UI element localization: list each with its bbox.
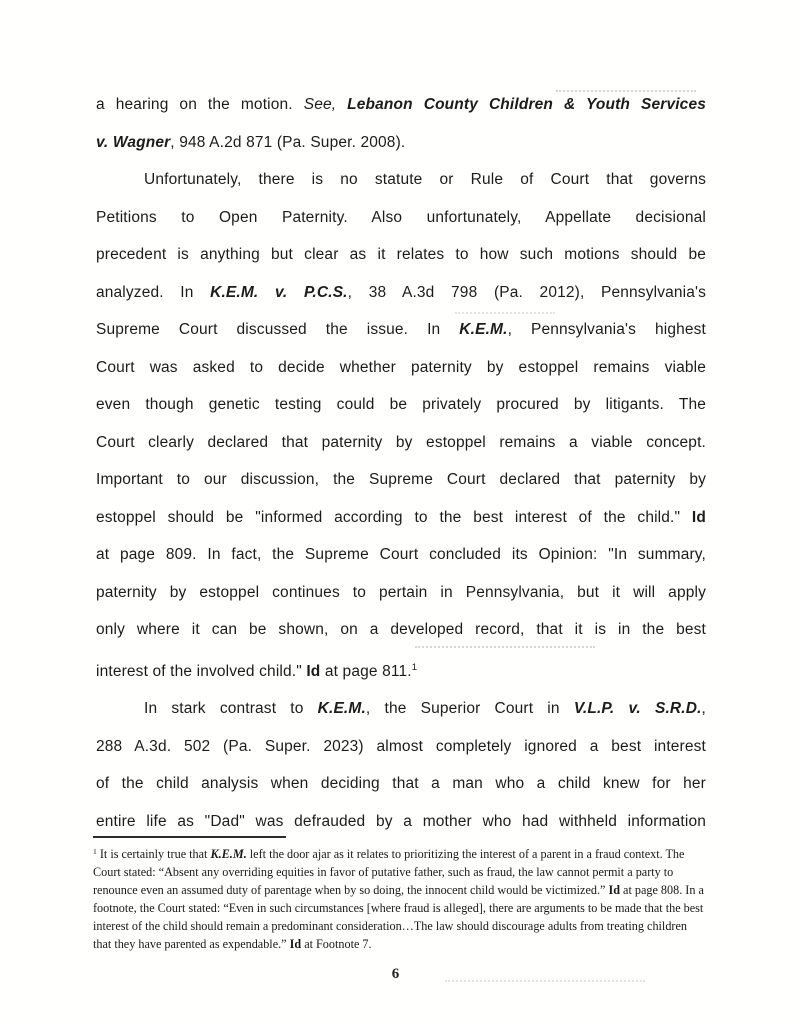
text-segment: V.L.P. v. S.R.D. <box>573 700 702 717</box>
text-segment: K.E.M. v. P.C.S. <box>210 283 348 301</box>
text-segment: Petitions to Open Paternity. Also unfortunately, Appellate decisional <box>96 208 706 226</box>
text-line <box>96 161 706 199</box>
text-segment: Court clearly declared that paternity by estoppel remains a viable concept. <box>96 433 706 451</box>
text-segment: Id <box>306 662 321 680</box>
text-segment: K.E.M. <box>459 321 508 338</box>
text-segment: entire life as "Dad" was defrauded by a mother who had withheld information <box>96 812 706 830</box>
text-segment: K.E.M. <box>317 700 366 717</box>
text-line <box>96 311 706 349</box>
text-segment: It is certainly true that <box>96 847 211 861</box>
text-segment: only where it can be shown, on a developed record, that it is in the best <box>96 621 706 638</box>
text-segment: Id <box>289 937 302 951</box>
text-line <box>96 199 706 237</box>
text-segment: See, <box>303 96 348 113</box>
text-segment: Lebanon County Children & Youth Services <box>347 96 706 113</box>
document-body <box>96 86 706 840</box>
text-segment: interest of the involved child." <box>96 662 307 680</box>
text-line <box>96 236 706 274</box>
page-number: 6 <box>391 966 400 982</box>
text-segment: Important to our discussion, the Supreme Court declared that paternity by <box>96 471 706 488</box>
text-line <box>96 124 706 162</box>
text-segment: of the child analysis when deciding that a man who a child knew for her <box>96 775 706 792</box>
text-segment: , 38 A.3d 798 (Pa. 2012), Pennsylvania's <box>347 283 707 301</box>
text-segment: at page 809. In fact, the Supreme Court concluded its Opinion: "In summary, <box>96 546 706 563</box>
text-segment: Supreme Court discussed the issue. In <box>96 321 460 338</box>
text-segment: , the Superior Court in <box>365 700 574 717</box>
text-segment: , <box>701 700 706 717</box>
text-line <box>96 386 706 424</box>
text-line <box>96 461 706 499</box>
text-segment: 1 <box>411 661 418 673</box>
text-segment: even though genetic testing could be privately procured by litigants. The <box>96 396 706 413</box>
text-segment: , Pennsylvania's highest <box>507 321 706 338</box>
text-line <box>96 765 706 803</box>
text-line <box>96 86 706 124</box>
text-segment: precedent is anything but clear as it relates to how such motions should be <box>96 246 706 263</box>
text-line <box>96 611 706 649</box>
text-segment: at Footnote 7. <box>301 937 372 951</box>
text-line <box>96 349 706 387</box>
text-segment: Id <box>608 883 620 897</box>
text-segment: Court was asked to decide whether paternity by estoppel remains viable <box>96 358 706 376</box>
text-line <box>96 499 706 537</box>
text-segment: at page 811. <box>320 662 412 680</box>
text-segment: In stark contrast to <box>144 700 318 717</box>
text-line <box>96 424 706 462</box>
text-segment: a hearing on the motion. <box>96 96 304 113</box>
text-segment: v. Wagner <box>96 133 171 151</box>
text-segment: paternity by estoppel continues to pertain in Pennsylvania, but it will apply <box>96 583 706 601</box>
text-line <box>96 536 706 574</box>
text-segment: Unfortunately, there is no statute or Rule of Court that governs <box>144 171 706 188</box>
text-line <box>96 574 706 612</box>
text-segment: K.E.M. <box>210 847 247 861</box>
text-segment: analyzed. In <box>96 283 211 301</box>
text-line <box>96 690 706 728</box>
footnote-area <box>93 830 708 953</box>
text-segment: , 948 A.2d 871 (Pa. Super. 2008). <box>170 133 406 151</box>
text-segment: 288 A.3d. 502 (Pa. Super. 2023) almost completely ignored a best interest <box>96 737 706 755</box>
text-segment: Id <box>691 508 706 526</box>
text-line <box>96 728 706 766</box>
text-segment: estoppel should be "informed according to the best interest of the child." <box>96 508 692 526</box>
text-line <box>96 274 706 312</box>
text-segment: at page 808. In a footnote, the Court stated: “Even in such circumstances [where fraud is alleged], there are arguments to be made that the best interest of the child should remain a predominant consideration…The law should discourage adults from treating children that they have parented as expendable.” <box>93 883 704 951</box>
text-segment: left the door ajar as it relates to prioritizing the interest of a parent in a fraud context. The Court stated: “Absent any overriding equities in favor of putative father, such as fraud, the law cannot permit a party to renounce even an assumed duty of parentage when by so doing, the innocent child would be victimized.” <box>93 847 685 897</box>
footnote-text <box>93 843 708 953</box>
text-line <box>96 649 706 691</box>
footnote-separator <box>93 836 286 838</box>
text-segment: 1 <box>93 847 97 856</box>
